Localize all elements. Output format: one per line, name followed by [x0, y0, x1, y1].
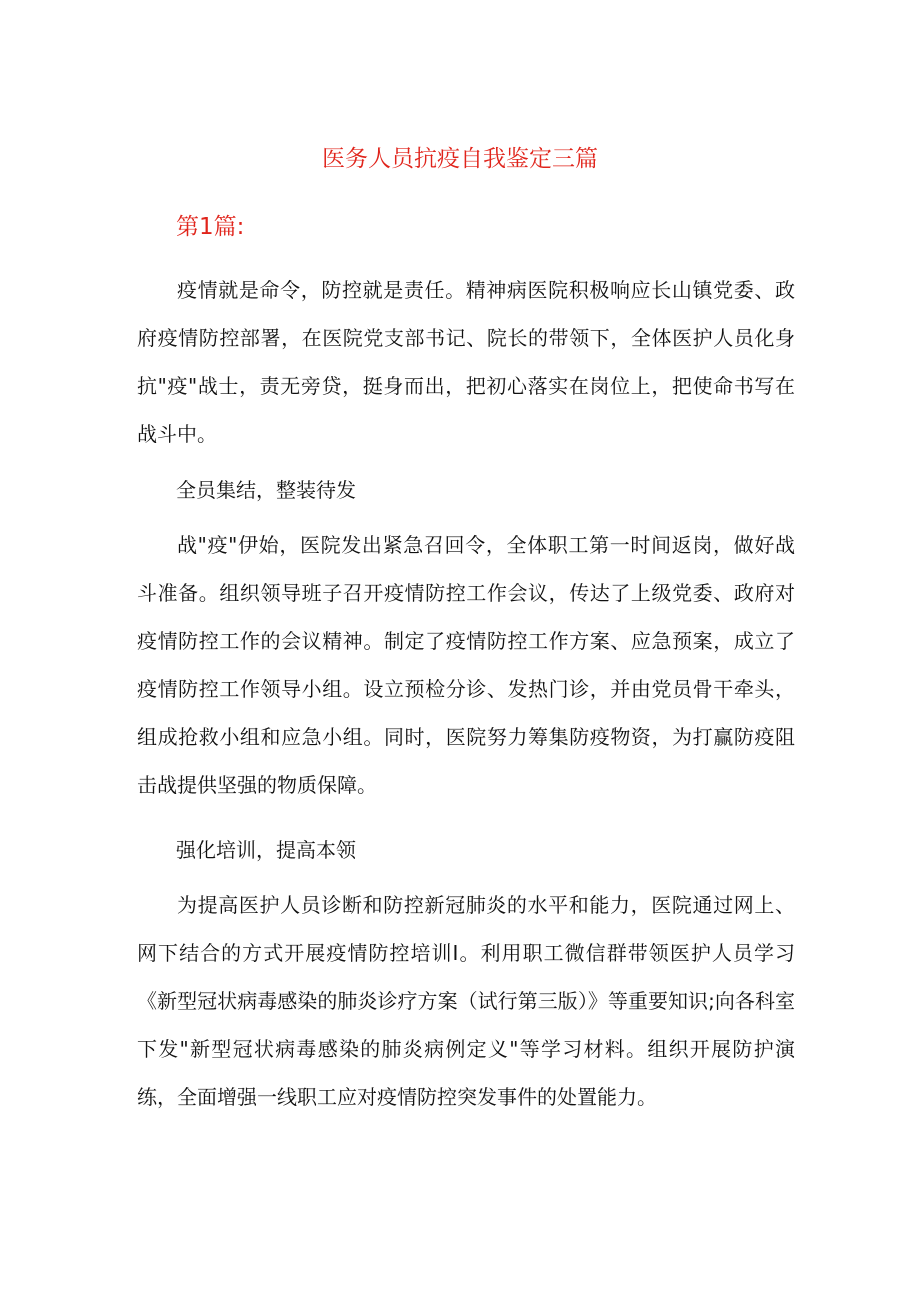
paragraph-assembly: 战"疫"伊始，医院发出紧急召回令，全体职工第一时间返岗，做好战斗准备。组织领导班子召开疫情防控工作会议，传达了上级党委、政府对疫情防控工作的会议精神。制定了疫情防控工作方案、应急预案，成立了疫情防控工作领导小组。设立预检分诊、发热门诊，并由党员骨干牵头，组成抢救小组和应急小组。同时，医院努力筹集防疫物资，为打赢防疫阻击战提供坚强的物质保障。 — [137, 533, 795, 797]
paragraph-training: 为提高医护人员诊断和防控新冠肺炎的水平和能力，医院通过网上、网下结合的方式开展疫情防控培训I。利用职工微信群带领医护人员学习《新型冠状病毒感染的肺炎诊疗方案（试行第三版）》等重要知识;向各科室下发"新型冠状病毒感染的肺炎病例定义"等学习材料。组织开展防护演练，全面增强一线职工应对疫情防控突发事件的处置能力。 — [137, 893, 795, 1109]
subheading-assembly: 全员集结，整装待发 — [176, 478, 356, 502]
paragraph-intro: 疫情就是命令，防控就是责任。精神病医院积极响应长山镇党委、政府疫情防控部署，在医院党支部书记、院长的带领下，全体医护人员化身抗"疫"战士，责无旁贷，挺身而出，把初心落实在岗位上，把使命书写在战斗中。 — [137, 278, 795, 446]
subheading-training: 强化培训，提高本领 — [176, 838, 356, 862]
document-title: 医务人员抗疫自我鉴定三篇 — [322, 146, 598, 172]
section-label: 第1篇: — [176, 214, 245, 240]
